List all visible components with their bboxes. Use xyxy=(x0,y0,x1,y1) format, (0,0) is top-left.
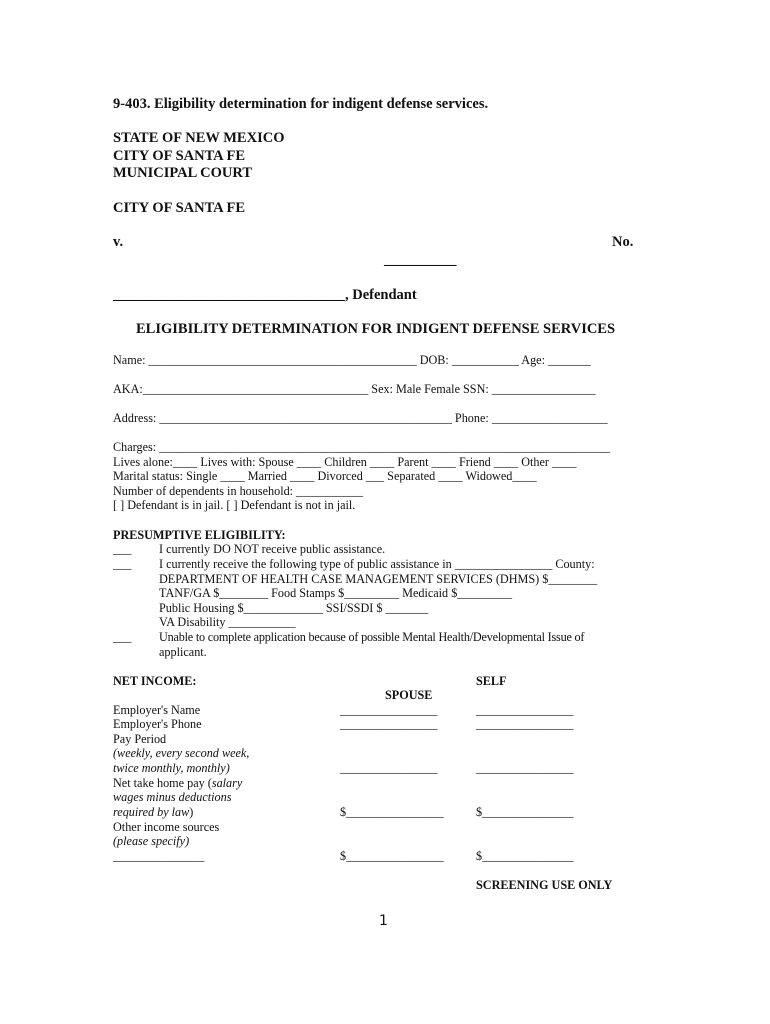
spouse-pay-period-blank: ________________ xyxy=(340,761,438,775)
caption-number-label: No. xyxy=(612,234,634,250)
net-pay-note: salary xyxy=(211,776,243,790)
presumptive-item-3: Unable to complete application because of possible Mental Health/Developmental Issue of xyxy=(159,630,585,644)
presumptive-blank-1: ___ xyxy=(113,542,132,556)
presumptive-item-2-line-4: Public Housing $_____________ SSI/SSDI $ _______ xyxy=(159,601,429,615)
lives-line: Lives alone:____ Lives with: Spouse ____ Children ____ Parent ____ Friend ____ Other ____ xyxy=(113,455,577,469)
caption-versus: v. xyxy=(113,234,124,250)
spouse-net-pay-blank: $________________ xyxy=(340,805,444,819)
presumptive-item-1: I currently DO NOT receive public assistance. xyxy=(159,542,386,556)
spouse-employer-name-blank: ________________ xyxy=(340,703,438,717)
pay-period-note-2: twice monthly, monthly) xyxy=(113,761,230,775)
jail-line: [ ] Defendant is in jail. [ ] Defendant is not in jail. xyxy=(113,498,356,512)
caption-court: MUNICIPAL COURT xyxy=(113,165,252,181)
net-pay-note-3: required by law xyxy=(113,805,190,819)
presumptive-item-2-line-5: VA Disability ___________ xyxy=(159,615,296,629)
presumptive-blank-2: ___ xyxy=(113,557,132,571)
self-employer-name-blank: ________________ xyxy=(476,703,574,717)
other-income-blank: _______________ xyxy=(113,849,205,863)
presumptive-item-2: I currently receive the following type of public assistance in ________________ County: xyxy=(159,557,595,571)
caption-number-blank: __________ xyxy=(384,252,457,268)
presumptive-heading: PRESUMPTIVE ELIGIBILITY: xyxy=(113,528,286,542)
net-pay-label xyxy=(113,776,242,791)
section-title: 9-403. Eligibility determination for indigent defense services. xyxy=(113,96,489,112)
pay-period-label: Pay Period xyxy=(113,732,167,746)
dependents-line: Number of dependents in household: ___________ xyxy=(113,484,364,498)
pay-period-note-1: (weekly, every second week, xyxy=(113,746,250,760)
net-pay-note-2: wages minus deductions xyxy=(113,790,232,804)
self-other-income-blank: $_______________ xyxy=(476,849,574,863)
form-title: ELIGIBILITY DETERMINATION FOR INDIGENT DEFENSE SERVICES xyxy=(136,321,616,337)
charges-line: Charges: __________________________________________________________________________ xyxy=(113,440,611,454)
spouse-other-income-blank: $________________ xyxy=(340,849,444,863)
net-pay-text: Net take home pay ( xyxy=(113,776,212,790)
screening-note: SCREENING USE ONLY xyxy=(476,878,613,892)
name-line: Name: ____________________________________________ DOB: ___________ Age: _______ xyxy=(113,353,591,367)
self-employer-phone-blank: ________________ xyxy=(476,717,574,731)
presumptive-blank-3: ___ xyxy=(113,630,132,644)
address-line: Address: ________________________________________________ Phone: ___________________ xyxy=(113,411,608,425)
defendant-line: ________________________________, Defendant xyxy=(113,287,417,303)
employer-name-label: Employer's Name xyxy=(113,703,201,717)
presumptive-item-3-line-2: applicant. xyxy=(159,645,207,659)
presumptive-item-2-line-2: DEPARTMENT OF HEALTH CASE MANAGEMENT SERVICES (DHMS) $________ xyxy=(159,572,598,586)
net-pay-note-3-line xyxy=(113,805,193,820)
net-pay-close: ) xyxy=(189,805,194,819)
other-income-label: Other income sources xyxy=(113,820,220,834)
self-pay-period-blank: ________________ xyxy=(476,761,574,775)
presumptive-item-2-line-3: TANF/GA $________ Food Stamps $_________ Medicaid $_________ xyxy=(159,586,513,600)
other-income-note: (please specify) xyxy=(113,834,190,848)
caption-state: STATE OF NEW MEXICO xyxy=(113,130,285,146)
self-header: SELF xyxy=(476,674,507,688)
page-number: 1 xyxy=(379,913,388,929)
self-net-pay-blank: $_______________ xyxy=(476,805,574,819)
aka-line: AKA:_____________________________________ Sex: Male Female SSN: _________________ xyxy=(113,382,596,396)
caption-city: CITY OF SANTA FE xyxy=(113,148,245,164)
marital-line: Marital status: Single ____ Married ____ Divorced ___ Separated ____ Widowed____ xyxy=(113,469,537,483)
spouse-header: SPOUSE xyxy=(385,688,433,702)
spouse-employer-phone-blank: ________________ xyxy=(340,717,438,731)
employer-phone-label: Employer's Phone xyxy=(113,717,202,731)
net-income-heading: NET INCOME: xyxy=(113,674,197,688)
caption-plaintiff: CITY OF SANTA FE xyxy=(113,200,245,216)
